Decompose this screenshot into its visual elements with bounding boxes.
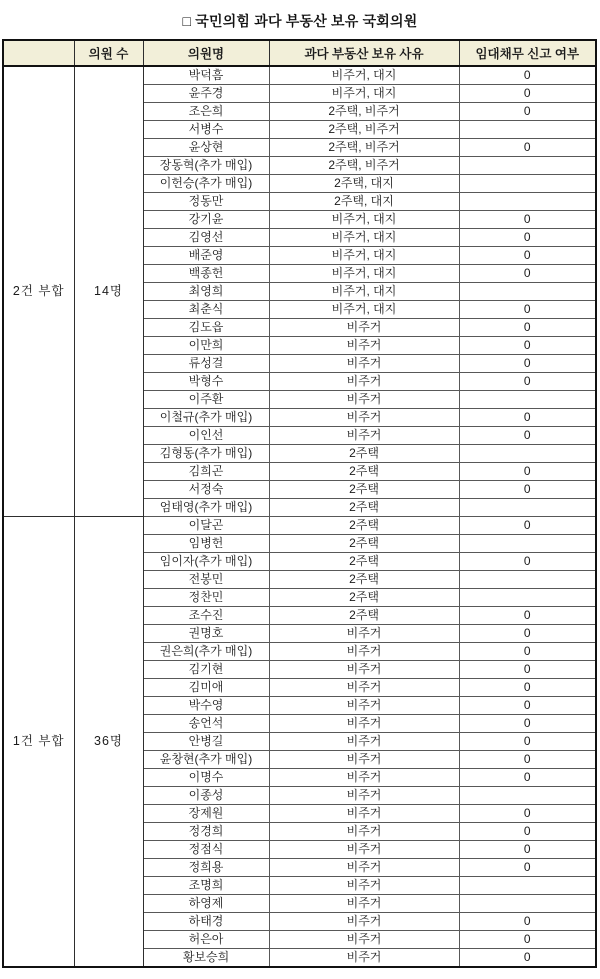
cell-member-name: 이달곤	[143, 517, 269, 535]
cell-member-name: 서정숙	[143, 481, 269, 499]
cell-debt-report: 0	[459, 859, 596, 877]
cell-debt-report: 0	[459, 679, 596, 697]
cell-member-name: 김도읍	[143, 319, 269, 337]
cell-reason: 비주거	[269, 337, 459, 355]
table-body	[3, 66, 596, 967]
cell-debt-report: 0	[459, 211, 596, 229]
cell-member-name: 박형수	[143, 373, 269, 391]
cell-member-name: 이종성	[143, 787, 269, 805]
cell-debt-report: 0	[459, 481, 596, 499]
cell-member-name: 류성걸	[143, 355, 269, 373]
cell-reason: 비주거	[269, 391, 459, 409]
cell-member-name: 김영선	[143, 229, 269, 247]
cell-member-name: 서병수	[143, 121, 269, 139]
header-row	[3, 40, 596, 66]
cell-debt-report: 0	[459, 463, 596, 481]
cell-debt-report: 0	[459, 643, 596, 661]
cell-reason: 2주택	[269, 553, 459, 571]
cell-reason: 2주택	[269, 463, 459, 481]
cell-member-name: 김희곤	[143, 463, 269, 481]
cell-debt-report	[459, 193, 596, 211]
cell-member-name: 임이자(추가 매입)	[143, 553, 269, 571]
cell-reason: 비주거	[269, 751, 459, 769]
cell-debt-report	[459, 175, 596, 193]
cell-reason: 비주거, 대지	[269, 211, 459, 229]
cell-member-name: 허은아	[143, 931, 269, 949]
cell-debt-report	[459, 877, 596, 895]
cell-reason: 2주택	[269, 517, 459, 535]
cell-reason: 2주택	[269, 499, 459, 517]
cell-member-name: 최춘식	[143, 301, 269, 319]
header-cell-group	[3, 40, 74, 66]
cell-reason: 2주택	[269, 445, 459, 463]
cell-debt-report: 0	[459, 355, 596, 373]
cell-debt-report: 0	[459, 427, 596, 445]
members-table	[2, 39, 597, 968]
cell-reason: 2주택	[269, 571, 459, 589]
cell-debt-report: 0	[459, 769, 596, 787]
cell-member-name: 전봉민	[143, 571, 269, 589]
cell-reason: 비주거	[269, 859, 459, 877]
cell-debt-report	[459, 499, 596, 517]
cell-debt-report: 0	[459, 265, 596, 283]
cell-reason: 비주거	[269, 715, 459, 733]
cell-debt-report: 0	[459, 103, 596, 121]
cell-debt-report: 0	[459, 949, 596, 968]
header-cell-member-name: 의원명	[143, 40, 269, 66]
cell-member-name: 안병길	[143, 733, 269, 751]
cell-member-name: 하태경	[143, 913, 269, 931]
cell-member-name: 장제원	[143, 805, 269, 823]
cell-member-name: 권은희(추가 매입)	[143, 643, 269, 661]
cell-reason: 2주택, 비주거	[269, 121, 459, 139]
cell-member-name: 윤주경	[143, 85, 269, 103]
table-header	[3, 40, 596, 66]
cell-reason: 2주택, 대지	[269, 175, 459, 193]
cell-member-name: 조명희	[143, 877, 269, 895]
cell-member-name: 조수진	[143, 607, 269, 625]
cell-debt-report: 0	[459, 66, 596, 85]
table-row	[3, 66, 596, 85]
cell-debt-report: 0	[459, 913, 596, 931]
cell-reason: 비주거	[269, 409, 459, 427]
cell-reason: 2주택	[269, 589, 459, 607]
cell-member-name: 정경희	[143, 823, 269, 841]
cell-member-name: 김기현	[143, 661, 269, 679]
cell-reason: 비주거, 대지	[269, 85, 459, 103]
cell-reason: 비주거	[269, 805, 459, 823]
cell-member-name: 김미애	[143, 679, 269, 697]
cell-debt-report: 0	[459, 247, 596, 265]
cell-debt-report: 0	[459, 751, 596, 769]
cell-member-name: 조은희	[143, 103, 269, 121]
cell-debt-report: 0	[459, 373, 596, 391]
cell-member-name: 정희용	[143, 859, 269, 877]
cell-debt-report	[459, 535, 596, 553]
cell-debt-report	[459, 571, 596, 589]
cell-member-name: 장동혁(추가 매입)	[143, 157, 269, 175]
cell-reason: 비주거, 대지	[269, 283, 459, 301]
cell-debt-report	[459, 445, 596, 463]
page-title: □ 국민의힘 과다 부동산 보유 국회의원	[182, 13, 418, 29]
cell-reason: 비주거	[269, 769, 459, 787]
cell-reason: 2주택	[269, 535, 459, 553]
cell-debt-report: 0	[459, 805, 596, 823]
cell-reason: 비주거	[269, 373, 459, 391]
cell-member-name: 이명수	[143, 769, 269, 787]
cell-debt-report: 0	[459, 697, 596, 715]
cell-debt-report: 0	[459, 607, 596, 625]
cell-debt-report: 0	[459, 229, 596, 247]
cell-reason: 비주거	[269, 643, 459, 661]
cell-debt-report	[459, 787, 596, 805]
cell-debt-report: 0	[459, 517, 596, 535]
cell-debt-report: 0	[459, 931, 596, 949]
cell-reason: 2주택, 비주거	[269, 103, 459, 121]
cell-member-name: 윤상현	[143, 139, 269, 157]
cell-reason: 비주거	[269, 895, 459, 913]
cell-member-name: 이인선	[143, 427, 269, 445]
cell-member-name: 백종헌	[143, 265, 269, 283]
cell-member-name: 황보승희	[143, 949, 269, 968]
cell-debt-report	[459, 121, 596, 139]
cell-member-name: 정동만	[143, 193, 269, 211]
cell-reason: 비주거	[269, 931, 459, 949]
cell-member-name: 박덕흠	[143, 66, 269, 85]
cell-reason: 비주거, 대지	[269, 301, 459, 319]
cell-member-name: 이주환	[143, 391, 269, 409]
cell-reason: 비주거	[269, 877, 459, 895]
group-count: 14명	[74, 66, 143, 517]
cell-debt-report: 0	[459, 553, 596, 571]
cell-member-name: 배준영	[143, 247, 269, 265]
cell-member-name: 하영제	[143, 895, 269, 913]
cell-debt-report: 0	[459, 319, 596, 337]
cell-debt-report: 0	[459, 841, 596, 859]
cell-debt-report: 0	[459, 337, 596, 355]
header-cell-debt-report: 임대채무 신고 여부	[459, 40, 596, 66]
cell-debt-report	[459, 895, 596, 913]
cell-member-name: 강기윤	[143, 211, 269, 229]
group-count: 36명	[74, 517, 143, 968]
cell-debt-report	[459, 391, 596, 409]
cell-debt-report: 0	[459, 625, 596, 643]
cell-reason: 비주거, 대지	[269, 265, 459, 283]
cell-member-name: 송언석	[143, 715, 269, 733]
header-cell-reason: 과다 부동산 보유 사유	[269, 40, 459, 66]
cell-debt-report: 0	[459, 409, 596, 427]
cell-reason: 비주거, 대지	[269, 66, 459, 85]
cell-member-name: 김형동(추가 매입)	[143, 445, 269, 463]
cell-member-name: 이철규(추가 매입)	[143, 409, 269, 427]
cell-member-name: 이만희	[143, 337, 269, 355]
header-cell-member-count: 의원 수	[74, 40, 143, 66]
cell-reason: 비주거	[269, 679, 459, 697]
cell-reason: 비주거	[269, 355, 459, 373]
cell-debt-report: 0	[459, 733, 596, 751]
cell-reason: 2주택	[269, 481, 459, 499]
cell-reason: 2주택, 대지	[269, 193, 459, 211]
cell-reason: 비주거	[269, 319, 459, 337]
cell-debt-report	[459, 589, 596, 607]
cell-reason: 비주거, 대지	[269, 247, 459, 265]
cell-reason: 비주거	[269, 823, 459, 841]
cell-reason: 비주거	[269, 913, 459, 931]
cell-member-name: 윤창현(추가 매입)	[143, 751, 269, 769]
cell-debt-report	[459, 283, 596, 301]
group-label: 2건 부합	[3, 66, 74, 517]
cell-debt-report: 0	[459, 823, 596, 841]
cell-debt-report: 0	[459, 661, 596, 679]
cell-debt-report: 0	[459, 301, 596, 319]
cell-reason: 비주거	[269, 427, 459, 445]
cell-reason: 비주거	[269, 661, 459, 679]
cell-member-name: 정찬민	[143, 589, 269, 607]
cell-member-name: 임병헌	[143, 535, 269, 553]
cell-debt-report: 0	[459, 715, 596, 733]
cell-member-name: 정점식	[143, 841, 269, 859]
cell-member-name: 권명호	[143, 625, 269, 643]
cell-reason: 2주택, 비주거	[269, 139, 459, 157]
cell-reason: 비주거, 대지	[269, 229, 459, 247]
group-label: 1건 부합	[3, 517, 74, 968]
cell-reason: 비주거	[269, 949, 459, 968]
cell-reason: 비주거	[269, 733, 459, 751]
cell-reason: 비주거	[269, 625, 459, 643]
cell-member-name: 최영희	[143, 283, 269, 301]
cell-reason: 비주거	[269, 697, 459, 715]
table-row	[3, 517, 596, 535]
cell-debt-report: 0	[459, 85, 596, 103]
cell-debt-report	[459, 157, 596, 175]
cell-member-name: 이헌승(추가 매입)	[143, 175, 269, 193]
cell-reason: 비주거	[269, 787, 459, 805]
cell-reason: 2주택	[269, 607, 459, 625]
cell-member-name: 엄태영(추가 매입)	[143, 499, 269, 517]
cell-member-name: 박수영	[143, 697, 269, 715]
cell-debt-report: 0	[459, 139, 596, 157]
cell-reason: 2주택, 비주거	[269, 157, 459, 175]
cell-reason: 비주거	[269, 841, 459, 859]
